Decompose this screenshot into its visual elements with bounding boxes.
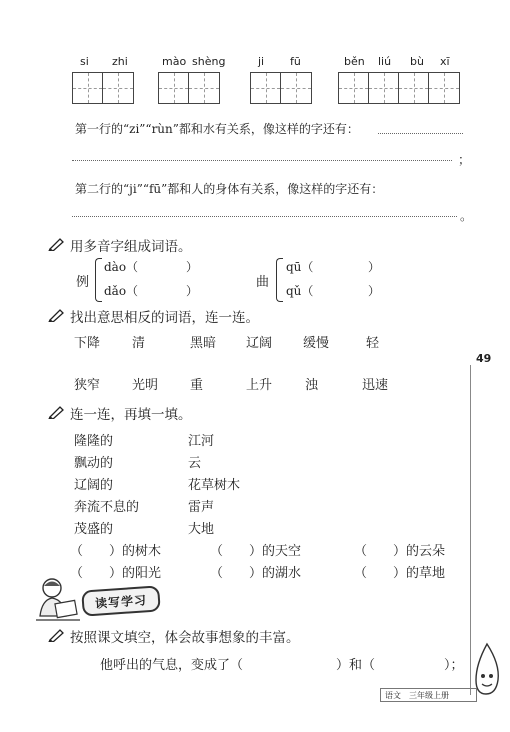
close-paren: ）	[368, 284, 381, 298]
fill-blank[interactable]: （ ）的天空	[210, 544, 302, 559]
antonym-word[interactable]: 上升	[246, 378, 273, 393]
close-paren: ）	[368, 260, 381, 274]
reading-3: qū（	[286, 260, 314, 274]
antonym-word[interactable]: 下降	[74, 336, 101, 351]
writing-grid-2[interactable]	[158, 72, 220, 104]
pinyin-syllable: bù	[410, 55, 424, 68]
fill-blank[interactable]: （ ）的云朵	[354, 544, 446, 559]
close-paren: ）	[186, 284, 199, 298]
antonym-word[interactable]: 辽阔	[246, 336, 273, 351]
reading-4: qǔ（	[286, 284, 314, 298]
pencil-icon	[48, 308, 66, 322]
fill-blank[interactable]: （ ）的草地	[354, 566, 446, 581]
match-left-word[interactable]: 奔流不息的	[74, 500, 140, 515]
match-left-word[interactable]: 飘动的	[74, 456, 114, 471]
match-left-word[interactable]: 茂盛的	[74, 522, 114, 537]
fill-sentence-a: 他呼出的气息，变成了（	[100, 658, 244, 673]
reading-2: dǎo（	[104, 284, 139, 298]
antonym-word[interactable]: 缓慢	[303, 336, 330, 351]
pinyin-syllable: ji	[258, 55, 265, 68]
example-label: 例	[76, 275, 90, 290]
antonym-word[interactable]: 轻	[366, 336, 380, 351]
brace-icon	[95, 258, 102, 302]
answer-line[interactable]	[72, 216, 457, 217]
footer-grade: 三年级上册	[409, 690, 449, 700]
pencil-icon	[48, 405, 66, 419]
antonym-word[interactable]: 浊	[305, 378, 319, 393]
page-number: 49	[476, 352, 492, 365]
banner-label: 读写学习	[94, 592, 148, 611]
pinyin-syllable: běn	[344, 55, 365, 68]
match-right-word[interactable]: 花草树木	[188, 478, 241, 493]
section-title-match: 连一连，再填一填。	[70, 407, 192, 423]
pinyin-syllable: mào	[162, 55, 187, 68]
section-title-antonyms: 找出意思相反的词语，连一连。	[70, 310, 259, 326]
fill-sentence-b: ）和（	[336, 658, 376, 673]
antonym-word[interactable]: 重	[190, 378, 204, 393]
fill-blank[interactable]: （ ）的树木	[70, 544, 162, 559]
footer-subject: 语文	[385, 690, 401, 700]
match-right-word[interactable]: 大地	[188, 522, 215, 537]
pinyin-syllable: xī	[440, 55, 450, 68]
question-row1: 第一行的“zi”“rùn”都和水有关系，像这样的字还有：	[75, 122, 359, 136]
pinyin-syllable: liú	[378, 55, 392, 68]
antonym-word[interactable]: 狭窄	[74, 378, 101, 393]
writing-grid-4[interactable]	[338, 72, 460, 104]
fill-blank[interactable]: （ ）的阳光	[70, 566, 162, 581]
antonym-word[interactable]: 黑暗	[190, 336, 217, 351]
match-right-word[interactable]: 雷声	[188, 500, 215, 515]
antonym-word[interactable]: 光明	[132, 378, 159, 393]
pinyin-syllable: si	[80, 55, 89, 68]
writing-grid-1[interactable]	[72, 72, 134, 104]
answer-line[interactable]	[378, 133, 463, 134]
footer-bar	[380, 688, 477, 702]
reading-1: dào（	[104, 260, 139, 274]
antonym-word[interactable]: 清	[132, 336, 146, 351]
question-row2: 第二行的“ji”“fū”都和人的身体有关系，像这样的字还有：	[75, 182, 384, 196]
antonym-word[interactable]: 迅速	[362, 378, 389, 393]
match-right-word[interactable]: 云	[188, 456, 202, 471]
fill-blank[interactable]: （ ）的湖水	[210, 566, 302, 581]
section-title-fill: 按照课文填空，体会故事想象的丰富。	[70, 630, 300, 646]
pencil-icon	[48, 628, 66, 642]
fill-sentence-c: ）；	[444, 658, 464, 673]
match-left-word[interactable]: 隆隆的	[74, 434, 114, 449]
pinyin-syllable: shèng	[192, 55, 226, 68]
close-paren: ）	[186, 260, 199, 274]
pencil-icon	[48, 237, 66, 251]
pinyin-syllable: fū	[290, 55, 301, 68]
polyphone-char: 曲	[256, 275, 270, 290]
pinyin-syllable: zhi	[112, 55, 128, 68]
match-left-word[interactable]: 辽阔的	[74, 478, 114, 493]
semicolon: ；	[458, 152, 471, 167]
match-right-word[interactable]: 江河	[188, 434, 215, 449]
writing-grid-3[interactable]	[250, 72, 312, 104]
brace-icon	[276, 258, 283, 302]
section-banner	[81, 585, 161, 616]
section-title-polyphone: 用多音字组成词语。	[70, 239, 192, 255]
period: 。	[460, 208, 473, 223]
answer-line[interactable]	[72, 160, 452, 161]
